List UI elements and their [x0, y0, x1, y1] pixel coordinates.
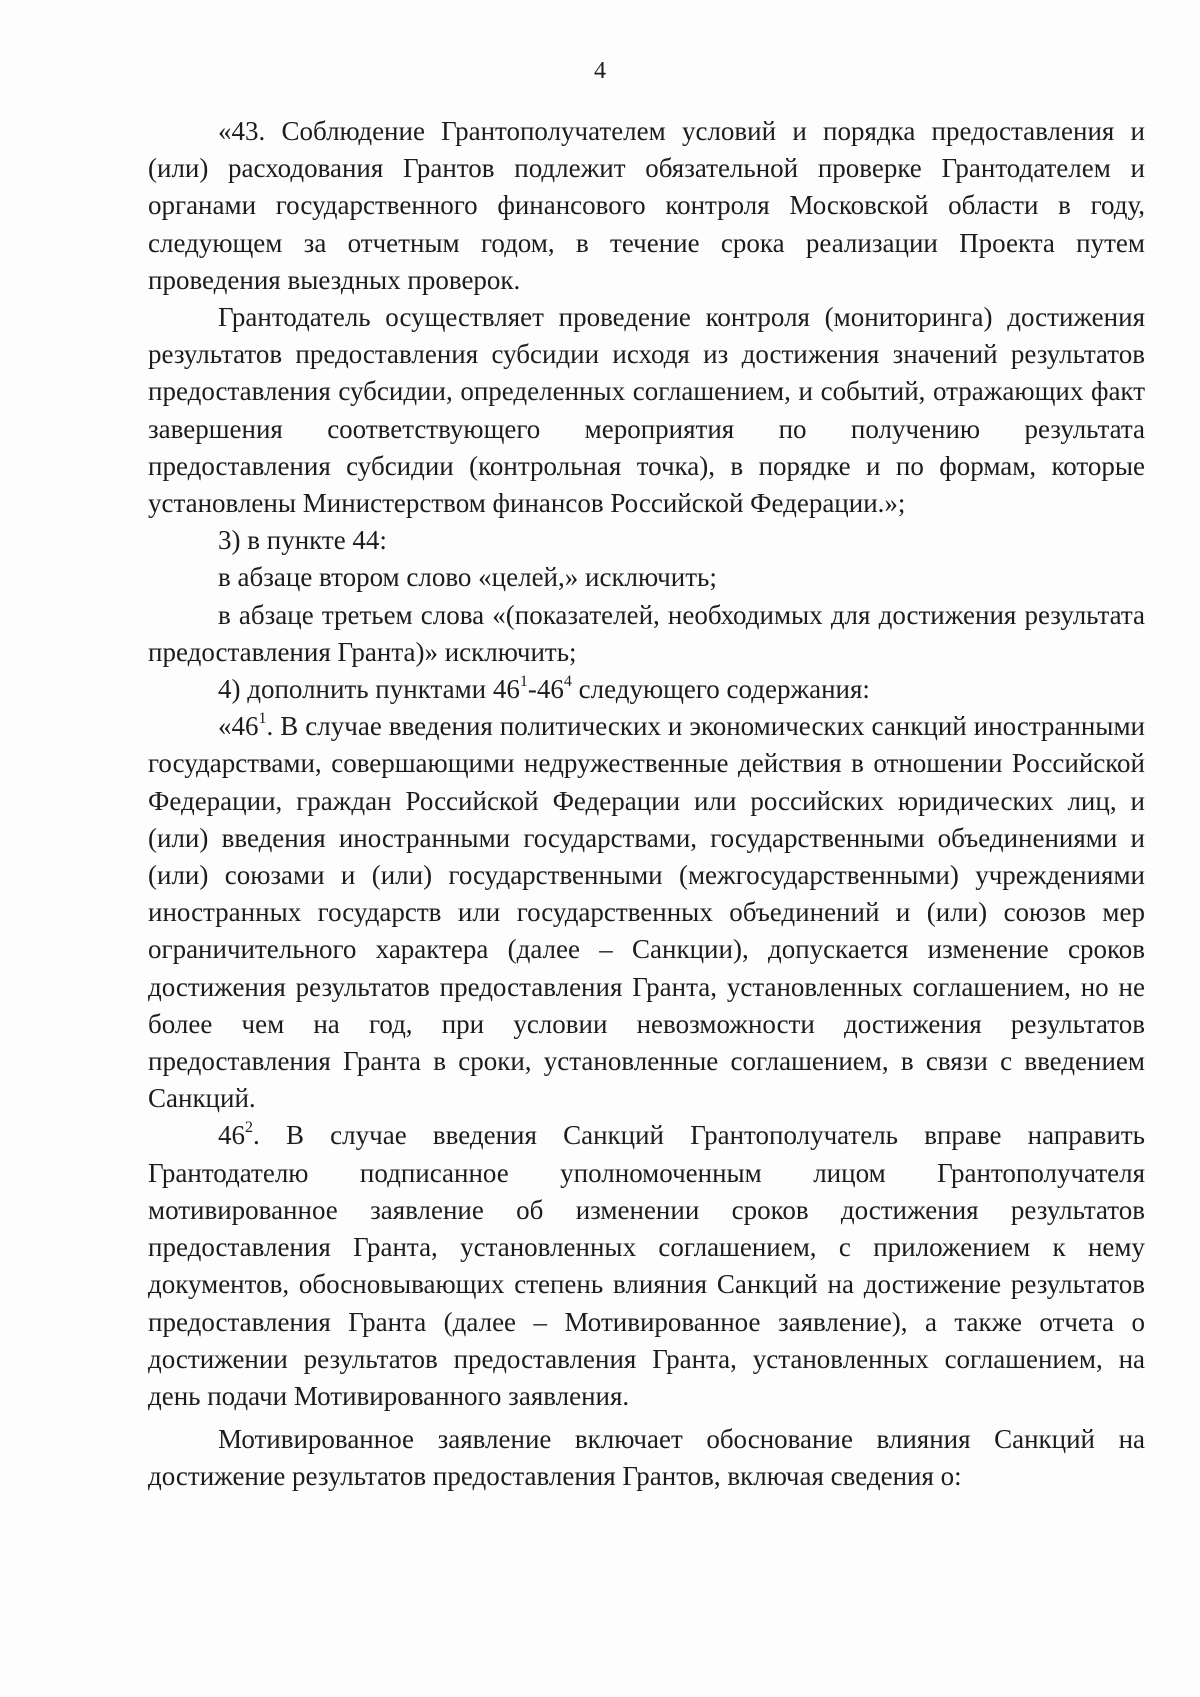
paragraph-item-3-b: в абзаце третьем слова «(показателей, необходимых для достижения результата предоставления Гранта)» исключить;: [148, 599, 1145, 667]
text-run: . В случае введения политических и экономических санкций иностранными государствами, совершающими недружественные действия в отношении Российской Федерации, граждан Российской Федерации или российских юридических лиц, и (или) введения иностранными государствами, государственными объединениями и (или) союзами и (или) государственными (межгосударственными) учреждениями иностранных государств или государственных объединений и (или) союзов мер ограничительного характера (далее – Санкции), допускается изменение сроков достижения результатов предоставления Гранта, установленных соглашением, но не более чем на год, при условии невозможности достижения результатов предоставления Гранта в сроки, установленные соглашением, в связи с введением Санкций.: [148, 711, 1145, 1114]
text-run: «46: [218, 711, 259, 742]
text-run: -46: [527, 674, 564, 705]
superscript: 2: [245, 1119, 253, 1137]
superscript: 1: [258, 710, 267, 728]
superscript: 4: [563, 673, 572, 691]
paragraph-item-4: [148, 671, 1145, 708]
superscript: 1: [519, 673, 528, 691]
paragraph-control: Грантодатель осуществляет проведение контроля (мониторинга) достижения результатов предоставления субсидии исходя из достижения значений результатов предоставления субсидии, определенных соглашением, и событий, отражающих факт завершения соответствующего мероприятия по получению результата предоставления субсидии (контрольная точка), в порядке и по формам, которые установлены Министерством финансов Российской Федерации.»;: [148, 302, 1145, 519]
paragraph-item-3-a: в абзаце втором слово «целей,» исключить;: [218, 562, 717, 593]
paragraph-item-3: 3) в пункте 44:: [218, 525, 387, 556]
paragraph-46-2: [148, 1117, 1145, 1415]
text-run: . В случае введения Санкций Грантополучатель вправе направить Грантодателю подписанное уполномоченным лицом Грантополучателя мотивированное заявление об изменении сроков достижения результатов предоставления Гранта, установленных соглашением, с приложением к нему документов, обосновывающих степень влияния Санкций на достижение результатов предоставления Гранта (далее – Мотивированное заявление), а также отчета о достижении результатов предоставления Гранта, установленных соглашением, на день подачи Мотивированного заявления.: [148, 1120, 1145, 1411]
paragraph-46-1: [148, 708, 1145, 1117]
text-run: 46: [218, 1120, 245, 1151]
text-run: 4) дополнить пунктами 46: [218, 674, 520, 705]
page-number: 4: [594, 58, 606, 84]
text-run: следующего содержания:: [571, 674, 870, 705]
paragraph-43: «43. Соблюдение Грантополучателем условий и порядка предоставления и (или) расходования Грантов подлежит обязательной проверке Грантодателем и органами государственного финансового контроля Московской области в году, следующем за отчетным годом, в течение срока реализации Проекта путем проведения выездных проверок.: [148, 116, 1145, 295]
document-body: [148, 113, 1145, 1496]
paragraph-motivated-statement: Мотивированное заявление включает обоснование влияния Санкций на достижение результатов предоставления Грантов, включая сведения о:: [148, 1424, 1145, 1492]
